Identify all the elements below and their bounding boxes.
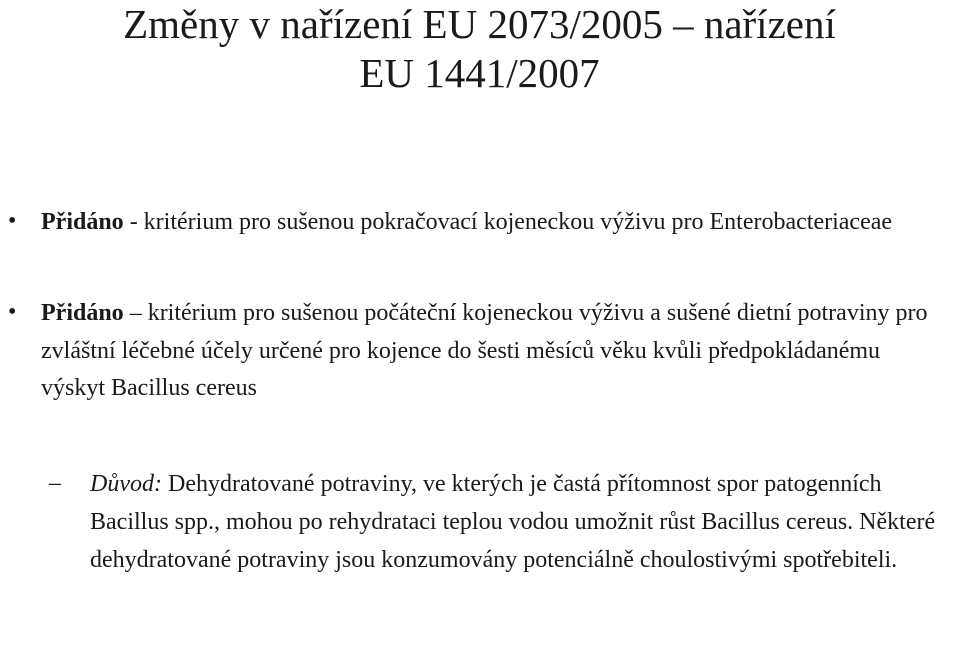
bullet-label: Přidáno [41,300,124,326]
bullet-item-bacillus-cereus [41,295,946,408]
sub-bullet-reason [90,465,956,579]
sub-bullet-dash-icon: – [49,470,61,496]
bullet-label: Přidáno [41,209,124,235]
slide-title-line-2: EU 1441/2007 [359,50,600,96]
bullet-text: – kritérium pro sušenou počáteční kojeneckou výživu a sušené dietní potraviny pro zvláštní léčebné účely určené pro kojence do šesti měsíců věku kvůli předpokládanému výskyt Bacillus cereus [41,300,928,401]
sub-bullet-text: Dehydratované potraviny, ve kterých je častá přítomnost spor patogenních Bacillus spp., mohou po rehydrataci teplou vodou umožnit růst Bacillus cereus. Některé dehydratované potraviny jsou konzumovány potenciálně choulostivými spotřebiteli. [90,471,936,573]
slide-title-line-1: Změny v nařízení EU 2073/2005 – nařízení [123,1,836,47]
bullet-dot-icon: • [8,299,17,325]
bullet-dot-icon: • [8,208,17,234]
sub-bullet-label: Důvod: [90,471,162,497]
bullet-item-enterobacteriaceae [41,204,946,242]
bullet-text: - kritérium pro sušenou pokračovací kojeneckou výživu pro Enterobacteriaceae [123,209,893,235]
